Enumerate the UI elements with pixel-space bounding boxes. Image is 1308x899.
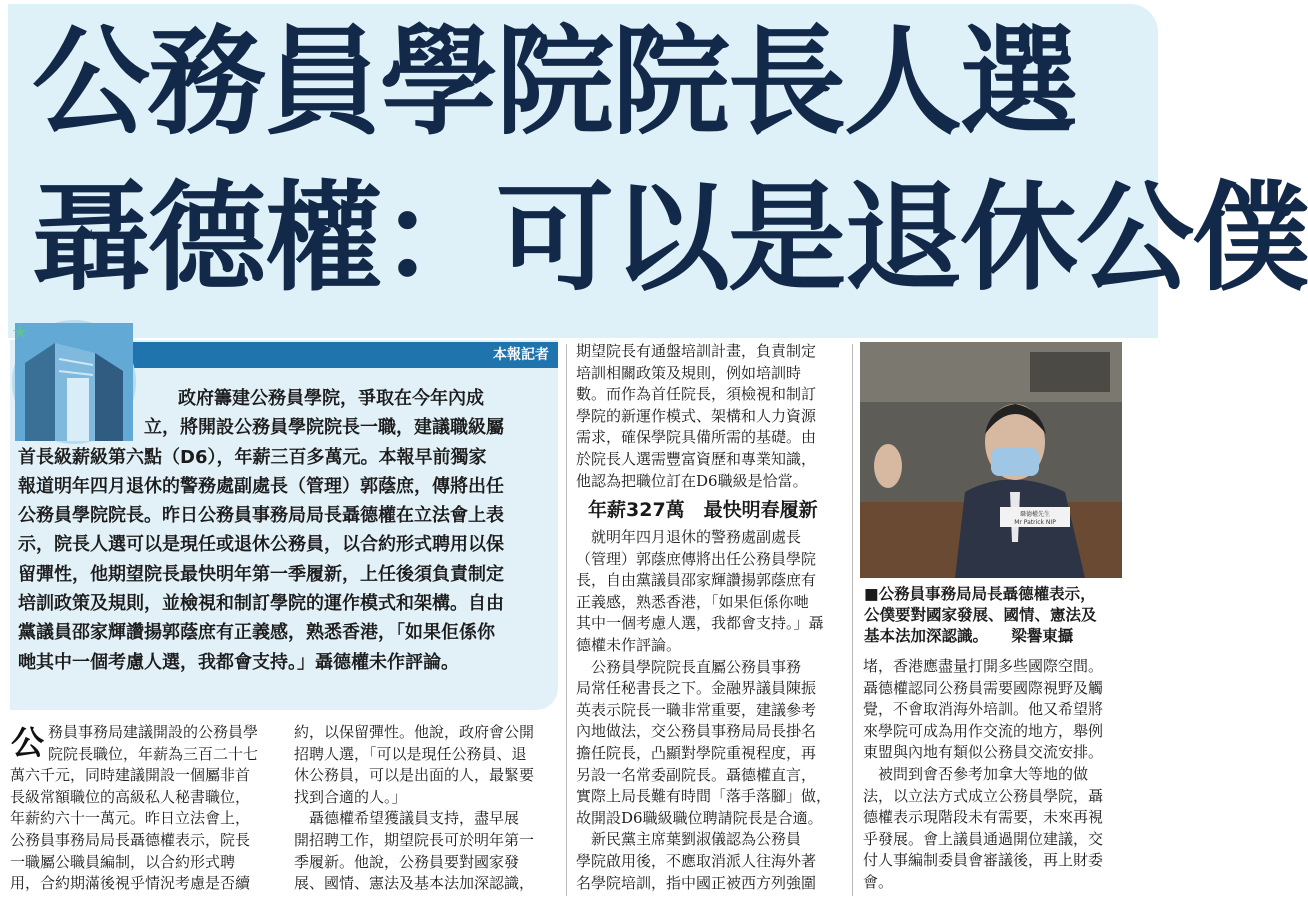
drop-cap: 公 <box>11 723 44 762</box>
body-line: 年薪約六十一萬元。昨日立法會上， <box>10 809 251 828</box>
body-line: 務員事務局建議開設的公務員學 <box>48 723 259 741</box>
lead-line: 培訓政策及規則，並檢視和制訂學院的運作模式和架構。自由 <box>18 593 504 615</box>
body-column-1 <box>10 722 282 895</box>
body-line: 其中一個考慮人選，我都會支持。」聶 <box>576 614 824 633</box>
body-line: 英表示院長一職非常重要，建議參考 <box>576 700 817 719</box>
body-line: 就明年四月退休的警務處副處長 <box>576 528 802 546</box>
body-line: 於院長人選需豐富資歷和專業知識， <box>576 449 817 468</box>
body-line: 休公務員，可以是出面的人，最緊要 <box>294 766 535 785</box>
body-line: 堵，香港應盡量打開多些國際空間。 <box>863 657 1104 675</box>
lead-line: 報道明年四月退休的警務處副處長（管理）郭蔭庶，傳將出任 <box>18 475 504 497</box>
body-line: 乎發展。會上議員通過開位建議，交 <box>863 829 1104 848</box>
body-line: 正義感，熟悉香港，「如果佢係你哋 <box>576 592 809 611</box>
body-line: 覺，不會取消海外培訓。他又希望將 <box>863 700 1104 719</box>
lead-line: 立，將開設公務員學院院長一職，建議職級屬 <box>144 417 504 439</box>
body-line: 約，以保留彈性。他說，政府會公開 <box>294 723 535 741</box>
headline-line-2: 聶德權：可以是退休公僕 <box>32 169 1308 307</box>
body-line: 聶德權希望獲議員支持，盡早展 <box>294 809 520 828</box>
body-line: 長，自由黨議員邵家輝讚揚郭蔭庶有 <box>576 571 817 590</box>
body-line: 被問到會否參考加拿大等地的做 <box>863 764 1089 783</box>
lead-line: 哋其中一個考慮人選，我都會支持。」聶德權未作評論。 <box>18 651 459 673</box>
body-line: 培訓相關政策及規則，例如培訓時 <box>576 363 802 382</box>
body-line: 季履新。他說，公務員要對國家發 <box>294 852 520 871</box>
lead-paragraph <box>18 384 548 677</box>
column-divider <box>566 344 567 896</box>
nameplate-line-2: Mr Patrick NIP <box>1014 519 1056 526</box>
photo-caption <box>864 584 1148 647</box>
body-line: 公務員學院院長直屬公務員事務 <box>576 657 802 676</box>
body-line: 擔任院長，凸顯對學院重視程度，再 <box>576 743 817 762</box>
body-line: 公務員事務局局長聶德權表示，院長 <box>10 830 251 849</box>
body-line: 招聘人選，「可以是現任公務員、退 <box>294 744 527 763</box>
body-line: 德權未作評論。 <box>576 635 682 654</box>
byline-bar <box>112 342 558 368</box>
body-line: 展、國情、憲法及基本法加深認識， <box>294 874 535 893</box>
body-column-3-bottom <box>576 527 846 894</box>
star-icon: ★ <box>12 322 29 343</box>
body-line: 實際上局長難有時間「落手落腳」做， <box>576 787 832 806</box>
body-line: 內地做法，交公務員事務局局長掛名 <box>576 722 817 741</box>
byline: 本報記者 <box>493 347 549 363</box>
lead-line: 政府籌建公務員學院，爭取在今年內成 <box>178 388 484 409</box>
body-line: 需求，確保學院具備所需的基礎。由 <box>576 428 817 447</box>
body-line: 新民黨主席葉劉淑儀認為公務員 <box>576 830 802 849</box>
body-line: 局常任秘書長之下。金融界議員陳振 <box>576 679 817 698</box>
body-line: 另設一名常委副院長。聶德權直言， <box>576 765 817 784</box>
column-divider <box>852 344 853 896</box>
nameplate-line-1: 聶德權先生 <box>1019 511 1051 518</box>
body-line: 德權表示現階段未有需要，未來再視 <box>863 808 1104 827</box>
caption-line: 基本法加深認識。 梁譽東攝 <box>864 627 1074 645</box>
body-line: 用，合約期滿後視乎情況考慮是否續 <box>10 874 251 893</box>
caption-line: 公僕要對國家發展、國情、憲法及 <box>864 606 1097 624</box>
body-line: 期望院長有通盤培訓計畫，負責制定 <box>576 342 817 360</box>
body-line: 長級常額職位的高級私人秘書職位， <box>10 787 251 806</box>
body-column-3-top <box>576 341 846 492</box>
headline-line-1: 公務員學院院長人選 <box>32 13 1077 151</box>
caption-line: ■公務員事務局局長聶德權表示， <box>864 585 1096 603</box>
body-line: 法，以立法方式成立公務員學院，聶 <box>863 786 1104 805</box>
body-line: （管理）郭蔭庶傳將出任公務員學院 <box>576 549 817 568</box>
lead-line: 公務員學院院長。昨日公務員事務局局長聶德權在立法會上表 <box>18 505 504 527</box>
body-line: 一職屬公職員編制，以合約形式聘 <box>10 852 236 871</box>
news-photo <box>860 342 1122 578</box>
body-column-4 <box>863 656 1149 894</box>
subheading: 年薪327萬 最快明春履新 <box>588 499 818 521</box>
lead-line: 黨議員邵家輝讚揚郭蔭庶有正義感，熟悉香港，「如果佢係你 <box>18 622 495 644</box>
lead-line: 示，院長人選可以是現任或退休公務員，以合約形式聘用以保 <box>18 534 504 556</box>
body-line: 故開設D6職級職位聘請院長是合適。 <box>576 808 823 827</box>
body-line: 學院的新運作模式、架構和人力資源 <box>576 406 817 425</box>
body-line: 學院啟用後，不應取消派人往海外著 <box>576 851 817 870</box>
lead-line: 留彈性，他期望院長最快明年第一季履新，上任後須負責制定 <box>18 563 504 585</box>
body-line: 東盟與內地有類似公務員交流安排。 <box>863 743 1104 762</box>
body-line: 付人事編制委員會審議後，再上財委 <box>863 851 1104 870</box>
body-line: 名學院培訓，指中國正被西方列強圍 <box>576 873 817 892</box>
body-line: 他認為把職位訂在D6職級是恰當。 <box>576 471 808 490</box>
body-line: 會。 <box>863 872 894 891</box>
body-line: 聶德權認同公務員需要國際視野及觸 <box>863 678 1104 697</box>
lead-line: 首長級薪級第六點（D6），年薪三百多萬元。本報早前獨家 <box>18 446 487 468</box>
body-line: 來學院可成為用作交流的地方，舉例 <box>863 721 1104 740</box>
body-line: 院院長職位，年薪為三百二十七 <box>48 744 259 763</box>
body-line: 萬六千元，同時建議開設一個屬非首 <box>10 766 251 785</box>
body-column-2 <box>294 722 558 895</box>
body-line: 數。而作為首任院長，須檢視和制訂 <box>576 385 817 404</box>
body-line: 開招聘工作，期望院長可於明年第一 <box>294 830 535 849</box>
body-line: 找到合適的人。」 <box>294 787 407 806</box>
